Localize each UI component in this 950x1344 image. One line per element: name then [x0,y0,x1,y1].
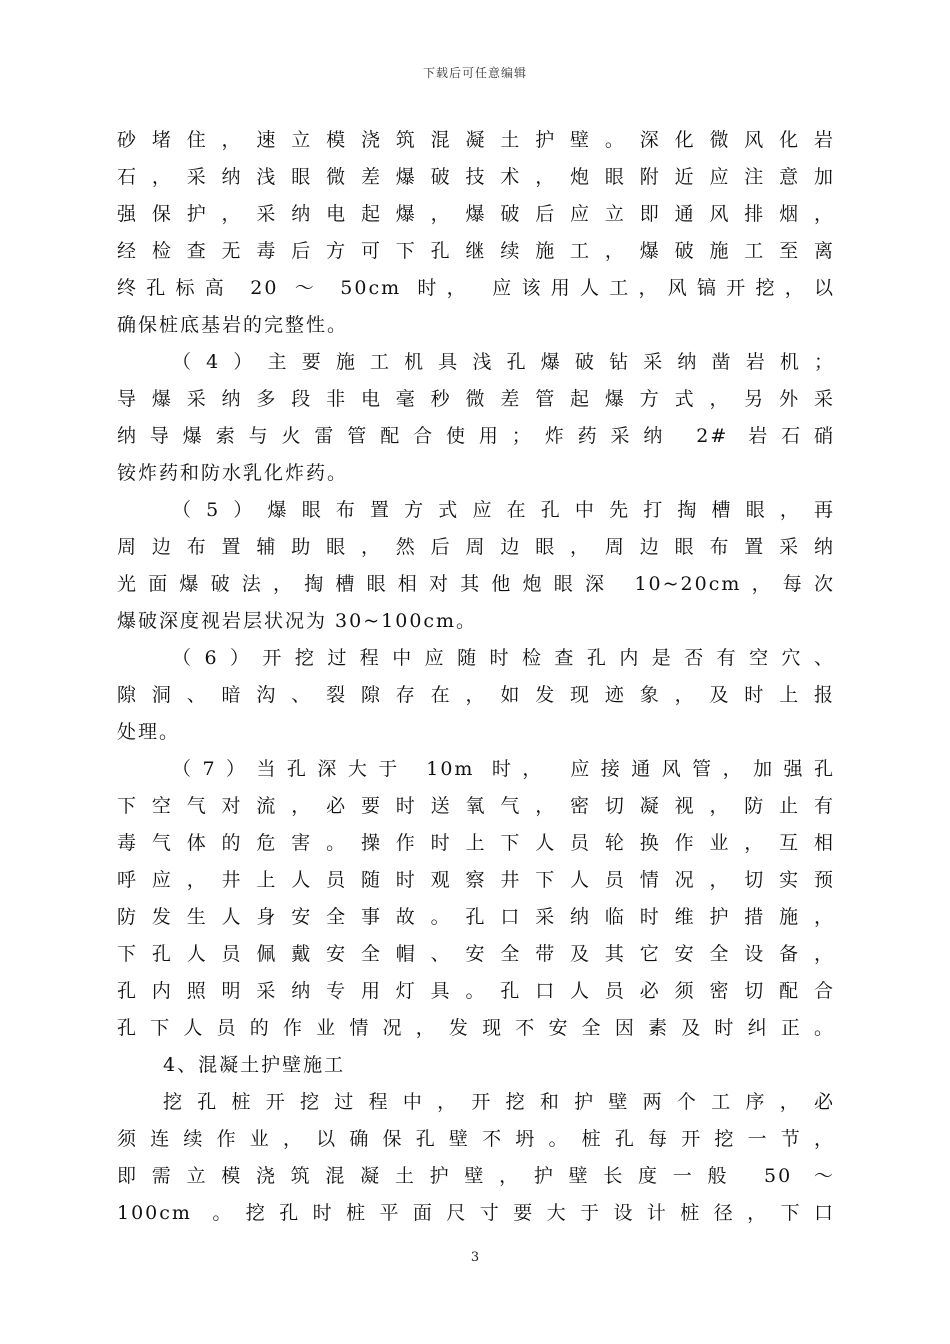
text-line: 处理。 [117,721,181,743]
text-line: 纳导爆索与火雷管配合使用；炸药采纳 2# 岩石硝 [117,425,835,447]
text-line: 孔内照明采纳专用灯具。孔口人员必须密切配合 [117,980,835,1002]
text-line: 孔下人员的作业情况，发现不安全因素及时纠正。 [117,1017,835,1039]
text-line: （7）当孔深大于 10m 时， 应接通风管，加强孔 [172,758,835,780]
text-line: （4）主要施工机具浅孔爆破钻采纳凿岩机； [172,351,835,373]
text-line: 下空气对流，必要时送氧气，密切凝视，防止有 [117,795,835,817]
text-line: 隙洞、暗沟、裂隙存在，如发现迹象，及时上报 [117,684,835,706]
text-line: 光面爆破法，掏槽眼相对其他炮眼深 10~20cm，每次 [117,573,835,595]
text-line: 毒气体的危害。操作时上下人员轮换作业，互相 [117,832,835,854]
page-number: 3 [470,1250,480,1265]
text-line: 须连续作业，以确保孔壁不坍。桩孔每开挖一节， [117,1128,835,1150]
text-line: （6）开挖过程中应随时检查孔内是否有空穴、 [172,647,835,669]
page-header: 下载后可任意编辑 [422,66,527,80]
text-line: 即需立模浇筑混凝土护壁，护壁长度一般 50 ～ [117,1165,835,1187]
body-text [117,122,835,1232]
text-line: 下孔人员佩戴安全帽、安全带及其它安全设备， [117,943,835,965]
text-line: 石，采纳浅眼微差爆破技术，炮眼附近应注意加 [117,166,835,188]
text-line: 铵炸药和防水乳化炸药。 [117,462,349,484]
text-line: 经检查无毒后方可下孔继续施工，爆破施工至离 [117,240,835,262]
text-line: 爆破深度视岩层状况为 30~100cm。 [117,610,478,632]
text-line: 100cm 。挖孔时桩平面尺寸要大于设计桩径，下口 [117,1202,835,1224]
text-line: 终孔标高 20 ～ 50cm 时， 应该用人工，风镐开挖，以 [117,277,835,299]
text-line: 砂堵住，速立模浇筑混凝土护壁。深化微风化岩 [117,129,835,151]
text-line: 周边布置辅助眼，然后周边眼，周边眼布置采纳 [117,536,835,558]
text-line: 确保桩底基岩的完整性。 [117,314,349,336]
section-heading: 4、混凝土护壁施工 [163,1054,346,1076]
text-line: 挖孔桩开挖过程中，开挖和护壁两个工序，必 [163,1091,835,1113]
text-line: 呼应，井上人员随时观察井下人员情况，切实预 [117,869,835,891]
text-line: 防发生人身安全事故。孔口采纳临时维护措施， [117,906,835,928]
text-line: （5）爆眼布置方式应在孔中先打掏槽眼，再 [172,499,835,521]
text-line: 强保护，采纳电起爆，爆破后应立即通风排烟， [117,203,835,225]
text-line: 导爆采纳多段非电毫秒微差管起爆方式，另外采 [117,388,835,410]
